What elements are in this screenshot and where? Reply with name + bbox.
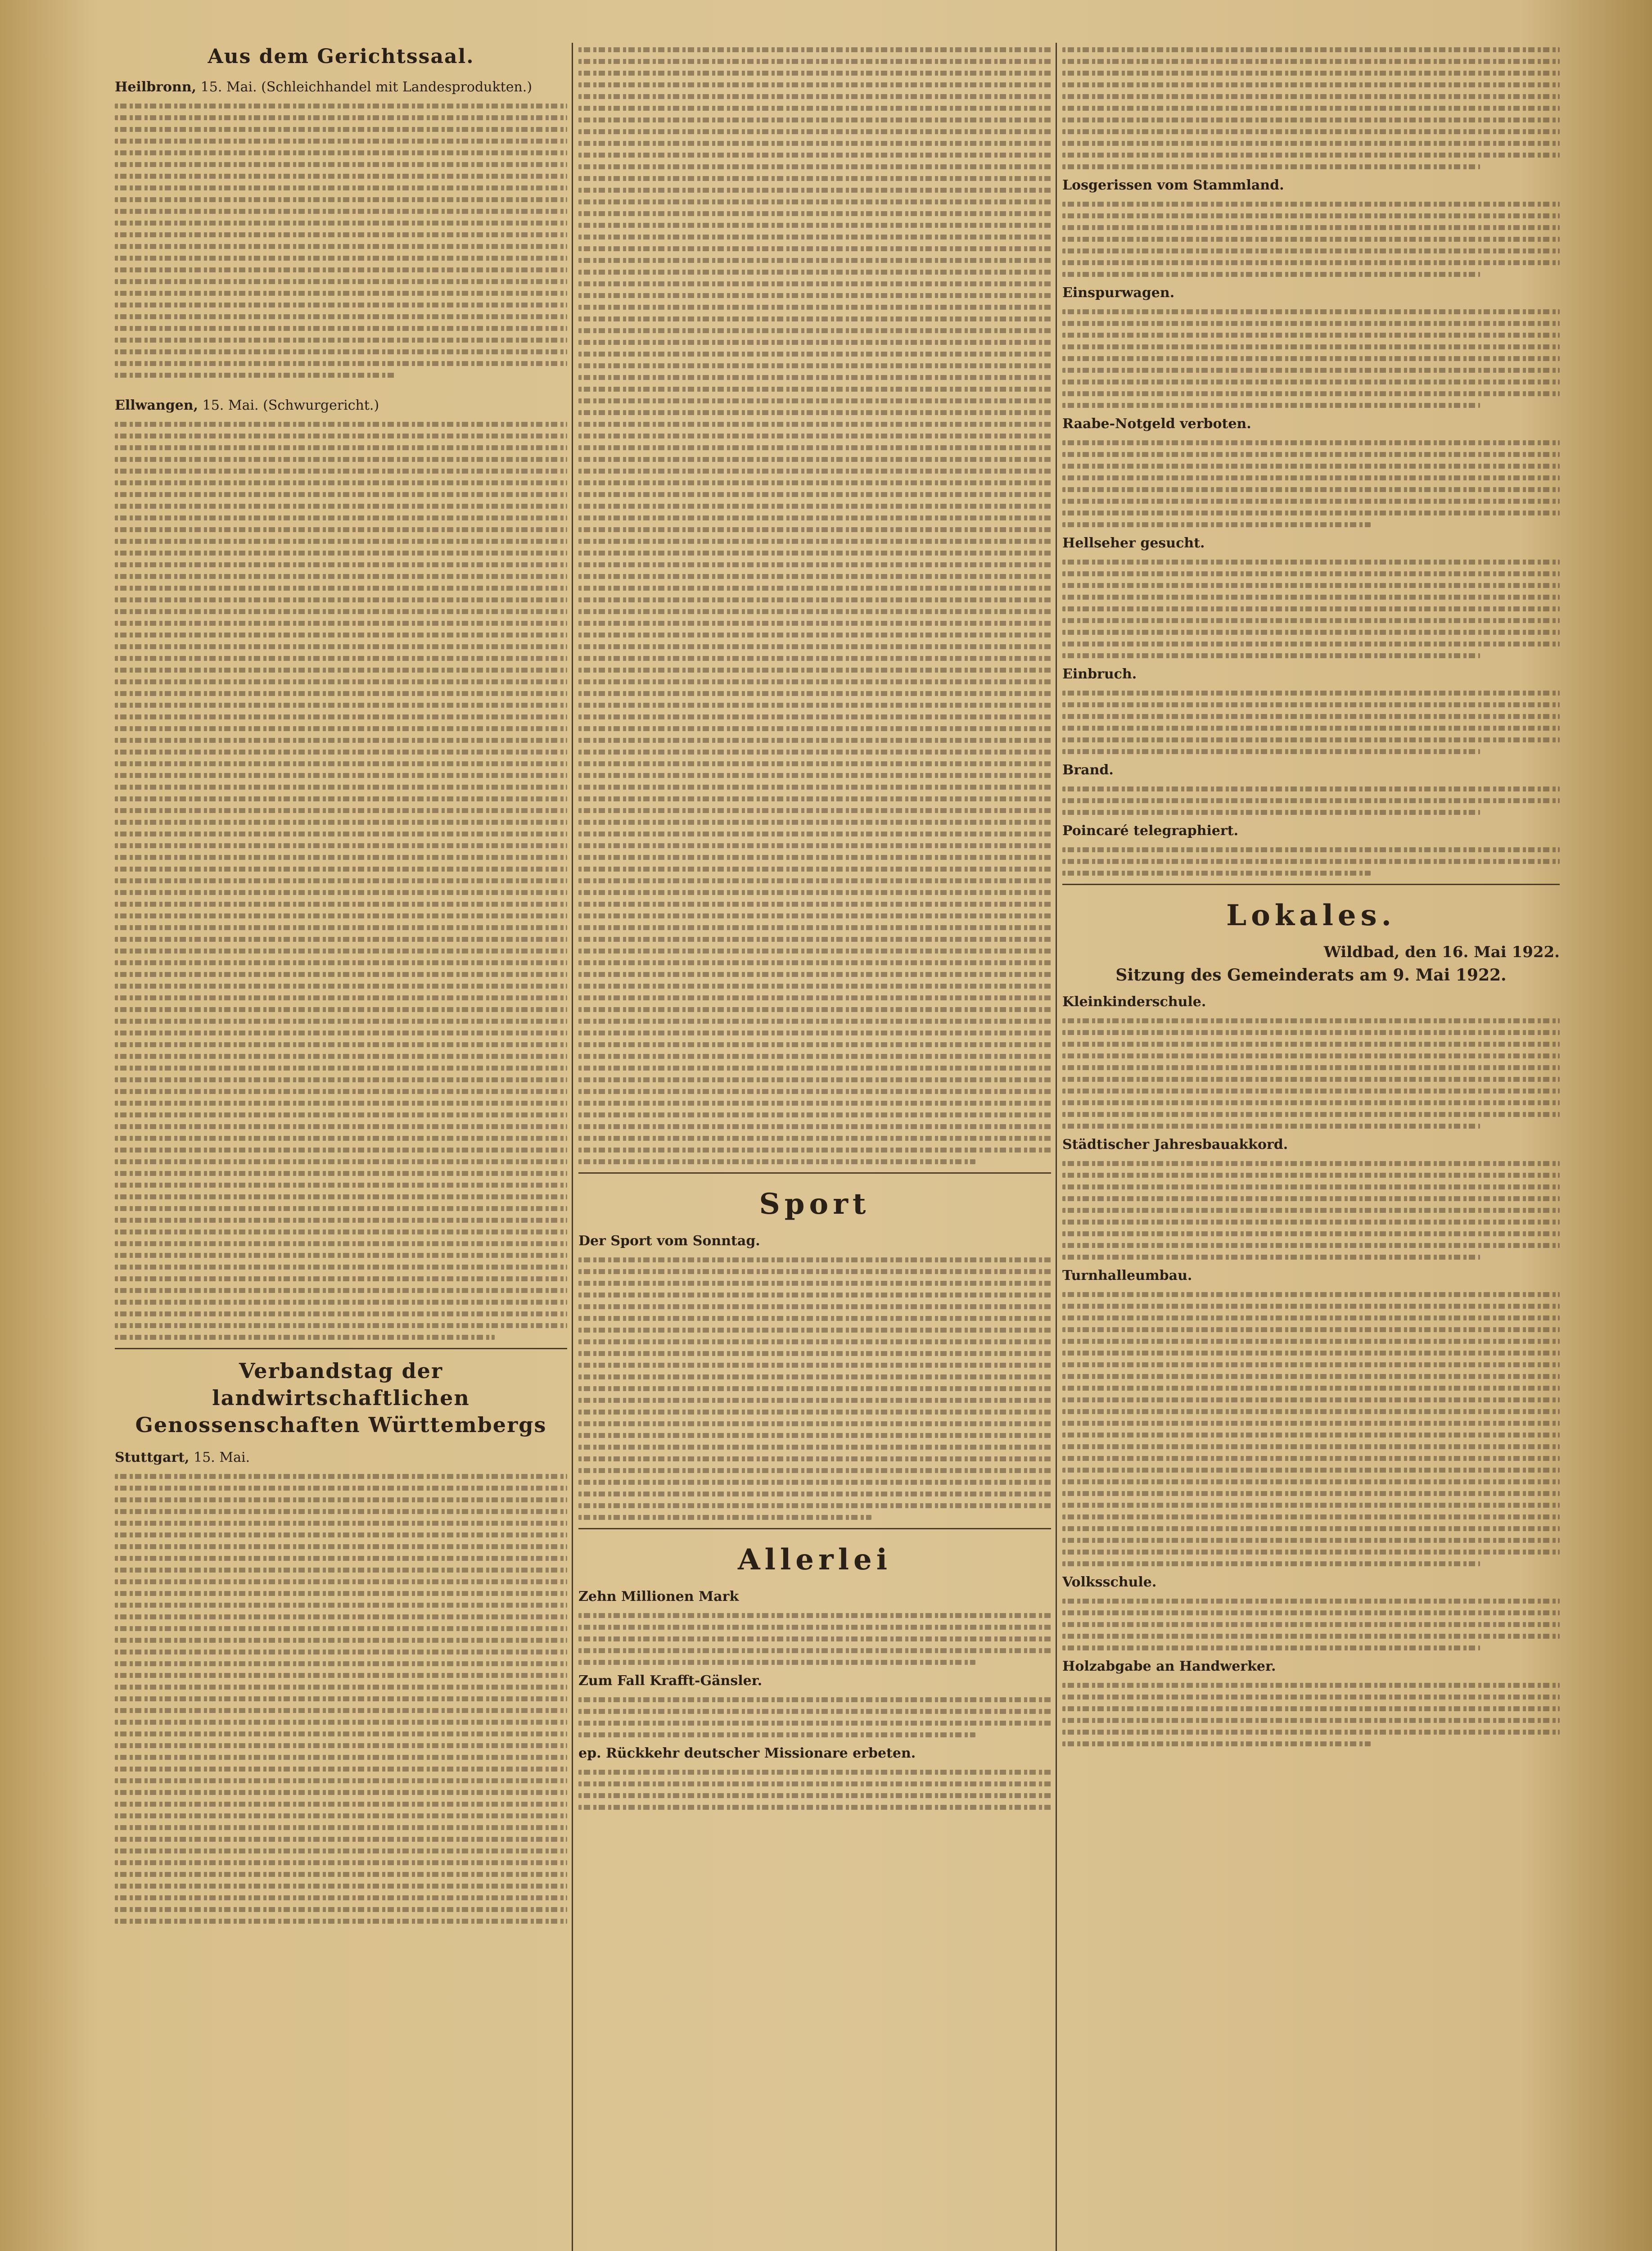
council-item-4-text: Volksschule. <box>1062 1574 1157 1590</box>
lokales-heading: Lokales. <box>1226 899 1396 932</box>
verbandstag-continued <box>578 47 1051 1164</box>
council-body-4 <box>1062 1599 1560 1650</box>
item-losgerissen-text: Losgerissen vom Stammland. <box>1062 177 1284 193</box>
council-item-2-text: Städtischer Jahresbauakkord. <box>1062 1137 1288 1153</box>
sport-heading: Sport <box>759 1187 871 1221</box>
ellwangen-place: Ellwangen, <box>115 398 199 413</box>
notgeld-body <box>1062 440 1560 527</box>
column-3 <box>1062 41 1560 2251</box>
allerlei-item3-text: ep. Rückkehr deutscher Missionare erbeten. <box>578 1745 916 1761</box>
stuttgart-date: 15. Mai. <box>194 1450 250 1465</box>
heilbronn-topic: (Schleichhandel mit Landesprodukten.) <box>261 79 533 95</box>
losgerissen-body <box>1062 202 1560 277</box>
council-item-2 <box>1062 1135 1560 1154</box>
court-section-heading: Aus dem Gerichtssaal. <box>208 45 474 68</box>
council-body-2 <box>1062 1161 1560 1260</box>
divider <box>578 1528 1051 1529</box>
divider <box>1062 884 1560 885</box>
poincare-body <box>1062 847 1560 876</box>
allerlei-lead-text: Zehn Millionen Mark <box>578 1589 739 1605</box>
council-body-5 <box>1062 1683 1560 1746</box>
heilbronn-lead <box>115 78 567 97</box>
column-1 <box>115 41 567 2251</box>
einspurwagen-body <box>1062 309 1560 408</box>
item-einbruch-text: Einbruch. <box>1062 666 1137 682</box>
stuttgart-lead <box>115 1448 567 1467</box>
sport-body <box>578 1257 1051 1520</box>
council-body-3 <box>1062 1292 1560 1566</box>
council-item-5 <box>1062 1657 1560 1676</box>
council-item-1 <box>1062 993 1560 1012</box>
einbruch-body <box>1062 691 1560 754</box>
council-item-4 <box>1062 1573 1560 1592</box>
item-einbruch <box>1062 665 1560 684</box>
stuttgart-place: Stuttgart, <box>115 1450 190 1465</box>
council-item-5-text: Holzabgabe an Handwerker. <box>1062 1659 1276 1674</box>
item-hellseher <box>1062 534 1560 553</box>
council-item-3 <box>1062 1266 1560 1285</box>
allerlei-item3 <box>578 1744 1051 1763</box>
item-poincare-text: Poincaré telegraphiert. <box>1062 823 1239 839</box>
item-hellseher-text: Hellseher gesucht. <box>1062 535 1205 551</box>
sport-lead <box>578 1232 1051 1251</box>
ellwangen-body <box>115 422 567 1340</box>
allerlei-lead <box>578 1587 1051 1606</box>
lokales-dateline: Wildbad, den 16. Mai 1922. <box>1323 943 1560 961</box>
ellwangen-lead <box>115 396 567 415</box>
allerlei-body-2 <box>578 1697 1051 1737</box>
verbandstag-body <box>115 1474 567 1924</box>
heilbronn-place: Heilbronn, <box>115 79 197 95</box>
column-rule-left <box>572 43 573 2251</box>
allerlei-item2 <box>578 1672 1051 1691</box>
council-heading: Sitzung des Gemeinderats am 9. Mai 1922. <box>1115 966 1507 985</box>
allerlei-body-3 <box>578 1770 1051 1810</box>
heilbronn-body <box>115 104 567 378</box>
item-brand-text: Brand. <box>1062 762 1114 778</box>
council-item-1-text: Kleinkinderschule. <box>1062 994 1206 1010</box>
allerlei-item2-text: Zum Fall Krafft-Gänsler. <box>578 1673 763 1689</box>
heilbronn-date: 15. Mai. <box>200 79 257 95</box>
ellwangen-date: 15. Mai. <box>202 398 259 413</box>
verbandstag-heading: Verbandstag der landwirtschaftlichen Genossenschaften Württembergs <box>135 1359 547 1437</box>
item-notgeld <box>1062 415 1560 434</box>
column-2 <box>578 41 1051 2251</box>
item-einspurwagen-text: Einspurwagen. <box>1062 285 1175 301</box>
item-einspurwagen <box>1062 284 1560 303</box>
hellseher-body <box>1062 560 1560 658</box>
column-rule-right <box>1056 43 1057 2251</box>
item-poincare <box>1062 822 1560 841</box>
allerlei-heading: Allerlei <box>737 1543 892 1577</box>
divider <box>578 1172 1051 1174</box>
sport-lead-text: Der Sport vom Sonntag. <box>578 1233 760 1249</box>
missionare-continued <box>1062 47 1560 169</box>
council-item-3-text: Turnhalleumbau. <box>1062 1268 1192 1284</box>
brand-body <box>1062 786 1560 815</box>
allerlei-body-1 <box>578 1613 1051 1665</box>
divider <box>115 1348 567 1349</box>
item-notgeld-text: Raabe-Notgeld verboten. <box>1062 416 1251 432</box>
item-brand <box>1062 761 1560 780</box>
council-body-1 <box>1062 1018 1560 1129</box>
ellwangen-topic: (Schwurgericht.) <box>263 398 379 413</box>
item-losgerissen <box>1062 176 1560 195</box>
